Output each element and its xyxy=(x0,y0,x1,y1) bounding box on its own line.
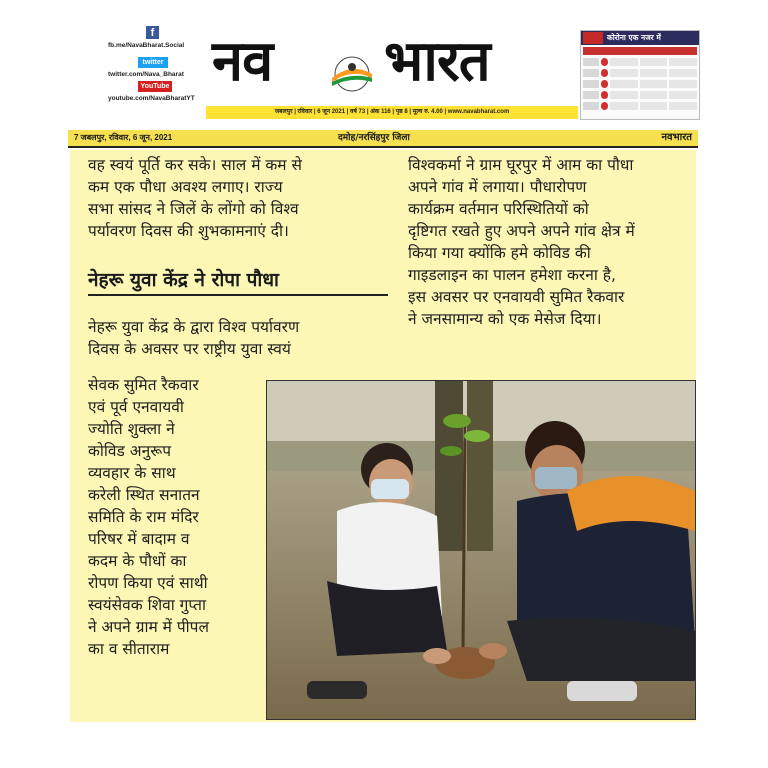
text-line: सेवक सुमित रैकवार xyxy=(88,376,199,394)
text-line: ने जनसामान्य को एक मेसेज दिया। xyxy=(408,310,602,328)
text-line: दृष्टिगत रखते हुए अपने अपने गांव क्षेत्र में xyxy=(408,222,635,240)
text-line: वह स्वयं पूर्ति कर सके। साल में कम से xyxy=(88,156,302,174)
article-right-column xyxy=(408,154,690,330)
masthead-info-line: जबलपुर | रविवार | 6 जून 2021 | वर्ष 73 | अंक 116 | पृष्ठ 8 | मूल्य रु. 4.00 | www.navabharat.com xyxy=(206,106,578,119)
article-headline: नेहरू युवा केंद्र ने रोपा पौधा xyxy=(88,266,388,296)
twitter-handle: twitter.com/Nava_Bharat xyxy=(108,71,184,78)
covid-table-row xyxy=(583,102,697,110)
covid-summary-box xyxy=(580,30,700,120)
text-line: किया गया क्योंकि हमे कोविड की xyxy=(408,244,591,262)
text-line: कोविड अनुरूप xyxy=(88,442,172,460)
brand-label: नवभारत xyxy=(661,132,692,143)
text-line: परिषर में बादाम व xyxy=(88,530,190,548)
youtube-icon: YouTube xyxy=(138,81,172,92)
article-clipping xyxy=(70,150,696,722)
covid-icon xyxy=(583,32,603,44)
facebook-handle: fb.me/NavaBharat.Social xyxy=(108,42,185,49)
facebook-icon: f xyxy=(146,26,159,39)
text-line: ज्योति शुक्ला ने xyxy=(88,420,175,438)
covid-table-row xyxy=(583,80,697,88)
covid-table-row xyxy=(583,69,697,77)
masthead-title-right: भारत xyxy=(384,29,490,94)
text-line: कदम के पौधों का xyxy=(88,552,187,570)
text-line: सभा सांसद ने जिलें के लोंगो को विश्व xyxy=(88,200,299,218)
tree-planting-photo xyxy=(267,381,695,719)
twitter-icon: twitter xyxy=(138,57,168,68)
text-line: कम एक पौधा अवश्य लगाए। राज्य xyxy=(88,178,283,196)
page-date: 7 जबलपुर, रविवार, 6 जून, 2021 xyxy=(74,133,173,142)
article-left-top xyxy=(88,154,388,242)
text-line: का व सीताराम xyxy=(88,640,170,658)
text-line: अपने गांव में लगाया। पौधारोपण xyxy=(408,178,587,196)
text-line: कार्यक्रम वर्तमान परिस्थितियों को xyxy=(408,200,589,218)
article-photo xyxy=(266,380,696,720)
text-line: समिति के राम मंदिर xyxy=(88,508,199,526)
text-line: नेहरू युवा केंद्र के द्वारा विश्व पर्यावरण xyxy=(88,318,300,336)
text-line: विश्वकर्मा ने ग्राम घूरपुर में आम का पौधा xyxy=(408,156,634,174)
emblem-icon xyxy=(326,54,378,94)
article-left-narrow xyxy=(88,374,266,660)
covid-table-row xyxy=(583,58,697,66)
text-line: व्यवहार के साथ xyxy=(88,464,176,482)
text-line: करेली स्थित सनातन xyxy=(88,486,200,504)
text-line: गाइडलाइन का पालन हमेशा करना है, xyxy=(408,266,616,284)
article-left-mid xyxy=(88,316,388,360)
text-line: ने अपने ग्राम में पीपल xyxy=(88,618,209,636)
covid-table-header xyxy=(583,47,697,55)
masthead xyxy=(66,18,700,122)
text-line: दिवस के अवसर पर राष्ट्रीय युवा स्वयं xyxy=(88,340,291,358)
covid-table-row xyxy=(583,91,697,99)
masthead-title-left: नव xyxy=(212,29,273,94)
youtube-handle: youtube.com/NavaBharatYT xyxy=(108,95,195,102)
text-line: पर्यावरण दिवस की शुभकामनाएं दी। xyxy=(88,222,289,240)
text-line: रोपण किया एवं साथी xyxy=(88,574,208,592)
text-line: स्वयंसेवक शिवा गुप्ता xyxy=(88,596,207,614)
section-title: दमोह/नरसिंहपुर जिला xyxy=(338,133,410,143)
section-strip xyxy=(68,130,698,148)
covid-box-title: कोरोना एक नजर में xyxy=(581,31,699,45)
text-line: एवं पूर्व एनवायवी xyxy=(88,398,184,416)
text-line: इस अवसर पर एनवायवी सुमित रैकवार xyxy=(408,288,625,306)
